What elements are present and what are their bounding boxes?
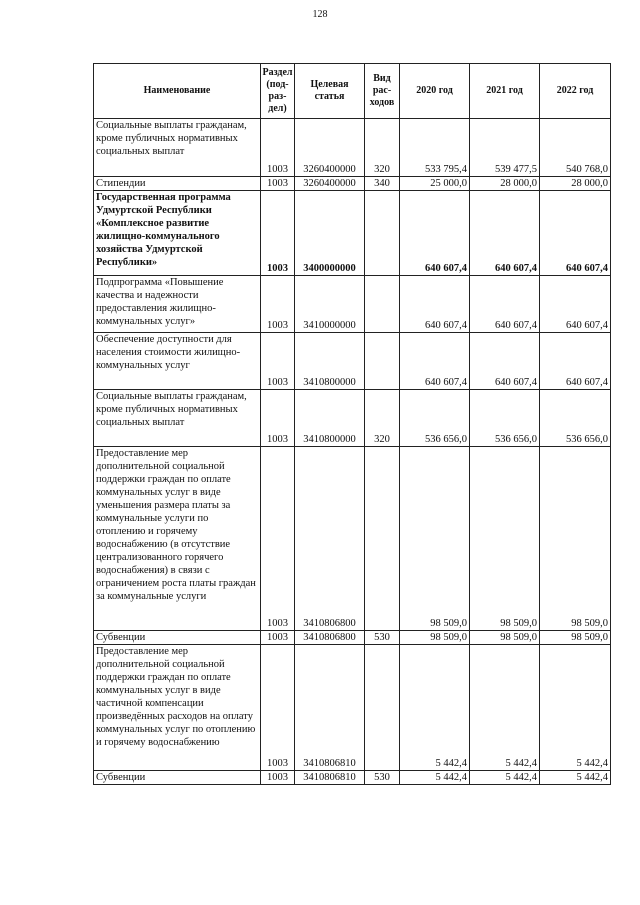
col-header-2020: 2020 год <box>400 64 470 119</box>
row-name: Стипендии <box>94 177 261 191</box>
col-header-name: Наименование <box>94 64 261 119</box>
row-value-2022: 540 768,0 <box>540 119 611 177</box>
row-section: 1003 <box>261 645 295 771</box>
row-value-2022: 5 442,4 <box>540 645 611 771</box>
table-row <box>94 645 611 771</box>
table-row <box>94 177 611 191</box>
row-name: Социальные выплаты гражданам, кроме публичных нормативных социальных выплат <box>94 390 261 447</box>
row-target: 3410800000 <box>295 390 365 447</box>
row-value-2022: 98 509,0 <box>540 631 611 645</box>
row-value-2020: 640 607,4 <box>400 333 470 390</box>
table-row <box>94 276 611 333</box>
row-target: 3260400000 <box>295 177 365 191</box>
page-number: 128 <box>312 9 328 20</box>
row-type: 530 <box>365 771 400 785</box>
row-value-2021: 98 509,0 <box>470 631 540 645</box>
row-value-2021: 640 607,4 <box>470 191 540 276</box>
row-value-2022: 640 607,4 <box>540 333 611 390</box>
row-target: 3260400000 <box>295 119 365 177</box>
row-value-2021: 539 477,5 <box>470 119 540 177</box>
row-target: 3400000000 <box>295 191 365 276</box>
row-value-2021: 640 607,4 <box>470 333 540 390</box>
row-section: 1003 <box>261 276 295 333</box>
row-section: 1003 <box>261 191 295 276</box>
row-value-2020: 25 000,0 <box>400 177 470 191</box>
row-value-2021: 536 656,0 <box>470 390 540 447</box>
row-type <box>365 276 400 333</box>
row-name: Государственная программа Удмуртской Республики «Комплексное развитие жилищно-коммунального хозяйства Удмуртской Республики» <box>94 191 261 276</box>
row-value-2022: 28 000,0 <box>540 177 611 191</box>
table-row <box>94 119 611 177</box>
row-target: 3410806810 <box>295 645 365 771</box>
budget-table <box>93 63 611 785</box>
row-target: 3410806800 <box>295 631 365 645</box>
row-value-2020: 98 509,0 <box>400 447 470 631</box>
row-name: Подпрограмма «Повышение качества и надежности предоставления жилищно-коммунальных услуг» <box>94 276 261 333</box>
row-name: Социальные выплаты гражданам, кроме публичных нормативных социальных выплат <box>94 119 261 177</box>
row-value-2020: 98 509,0 <box>400 631 470 645</box>
table-row <box>94 631 611 645</box>
col-header-type: Вид рас- ходов <box>365 64 400 119</box>
row-value-2021: 640 607,4 <box>470 276 540 333</box>
row-type: 320 <box>365 119 400 177</box>
table-row <box>94 191 611 276</box>
row-target: 3410806810 <box>295 771 365 785</box>
row-name: Предоставление мер дополнительной социальной поддержки граждан по оплате коммунальных услуг в виде частичной компенсации произведённых расходов на оплату коммунальных услуг по отоплению и горячему водоснабжению <box>94 645 261 771</box>
header-row <box>94 64 611 119</box>
row-section: 1003 <box>261 631 295 645</box>
row-value-2022: 5 442,4 <box>540 771 611 785</box>
row-section: 1003 <box>261 771 295 785</box>
table-row <box>94 771 611 785</box>
row-type: 320 <box>365 390 400 447</box>
table-row <box>94 390 611 447</box>
col-header-2022: 2022 год <box>540 64 611 119</box>
row-value-2021: 98 509,0 <box>470 447 540 631</box>
row-value-2020: 5 442,4 <box>400 771 470 785</box>
row-type <box>365 447 400 631</box>
row-name: Субвенции <box>94 631 261 645</box>
row-value-2022: 98 509,0 <box>540 447 611 631</box>
col-header-section: Раздел (под- раз- дел) <box>261 64 295 119</box>
row-section: 1003 <box>261 119 295 177</box>
row-value-2020: 640 607,4 <box>400 191 470 276</box>
table-row <box>94 447 611 631</box>
table-row <box>94 333 611 390</box>
row-value-2020: 5 442,4 <box>400 645 470 771</box>
row-target: 3410806800 <box>295 447 365 631</box>
row-target: 3410000000 <box>295 276 365 333</box>
row-value-2020: 536 656,0 <box>400 390 470 447</box>
row-value-2021: 28 000,0 <box>470 177 540 191</box>
row-name: Субвенции <box>94 771 261 785</box>
col-header-2021: 2021 год <box>470 64 540 119</box>
row-value-2020: 640 607,4 <box>400 276 470 333</box>
row-section: 1003 <box>261 177 295 191</box>
row-type <box>365 333 400 390</box>
col-header-target: Целевая статья <box>295 64 365 119</box>
row-section: 1003 <box>261 447 295 631</box>
row-section: 1003 <box>261 333 295 390</box>
row-type <box>365 191 400 276</box>
row-value-2020: 533 795,4 <box>400 119 470 177</box>
row-value-2021: 5 442,4 <box>470 771 540 785</box>
row-name: Обеспечение доступности для населения стоимости жилищно-коммунальных услуг <box>94 333 261 390</box>
row-value-2022: 640 607,4 <box>540 276 611 333</box>
row-value-2022: 536 656,0 <box>540 390 611 447</box>
row-section: 1003 <box>261 390 295 447</box>
row-type <box>365 645 400 771</box>
row-name: Предоставление мер дополнительной социальной поддержки граждан по оплате коммунальных услуг в виде уменьшения размера платы за коммунальные услуги по отоплению и горячему водоснабжению (в отсутствие централизованного горячего водоснабжения) в связи с ограничением роста платы граждан за коммунальные услуги <box>94 447 261 631</box>
row-type: 340 <box>365 177 400 191</box>
row-type: 530 <box>365 631 400 645</box>
row-value-2021: 5 442,4 <box>470 645 540 771</box>
row-target: 3410800000 <box>295 333 365 390</box>
row-value-2022: 640 607,4 <box>540 191 611 276</box>
